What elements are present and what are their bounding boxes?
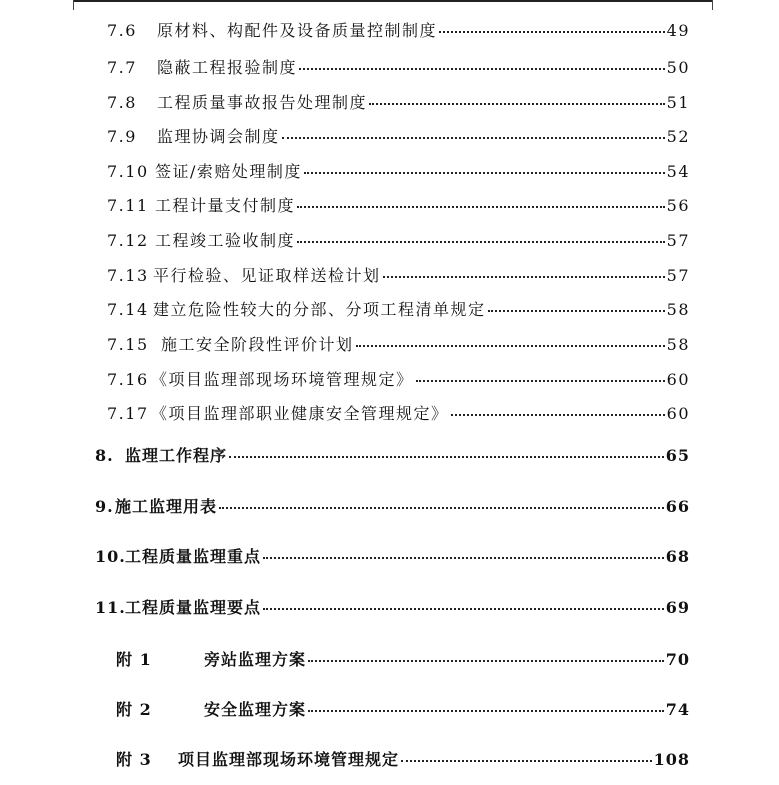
toc-leader-dots — [356, 345, 665, 347]
toc-entry-7-15[interactable] — [107, 332, 690, 355]
toc-entry-page: 50 — [666, 58, 690, 77]
toc-appendix-page: 108 — [653, 750, 690, 769]
toc-entry-7-6[interactable] — [107, 18, 690, 41]
toc-entry-title: 《项目监理部现场环境管理规定》 — [151, 370, 414, 389]
toc-appendix-number: 附 3 — [116, 750, 152, 769]
toc-chapter-page: 68 — [665, 547, 690, 566]
toc-entry-7-9[interactable] — [107, 124, 690, 147]
toc-leader-dots — [219, 507, 664, 509]
toc-entry-page: 58 — [666, 300, 690, 319]
toc-entry-number: 7.9 — [107, 127, 137, 146]
toc-chapter-11[interactable] — [95, 595, 690, 618]
toc-entry-number: 7.7 — [107, 58, 137, 77]
toc-appendix-title: 安全监理方案 — [204, 700, 307, 719]
toc-leader-dots — [369, 103, 665, 105]
toc-entry-title: 监理协调会制度 — [157, 127, 280, 146]
toc-chapter-title: 工程质量监理重点 — [125, 547, 262, 566]
toc-leader-dots — [297, 206, 665, 208]
toc-appendix-page: 74 — [665, 700, 690, 719]
toc-entry-7-11[interactable] — [107, 193, 690, 216]
toc-appendix-3[interactable] — [116, 747, 690, 770]
toc-leader-dots — [304, 172, 665, 174]
toc-entry-number: 7.15 — [107, 335, 149, 354]
toc-chapter-8[interactable] — [95, 443, 690, 466]
toc-entry-page: 60 — [666, 404, 690, 423]
toc-appendix-title: 项目监理部现场环境管理规定 — [178, 750, 400, 769]
toc-entry-title: 工程竣工验收制度 — [155, 231, 296, 250]
toc-entry-title: 施工安全阶段性评价计划 — [161, 335, 354, 354]
toc-chapter-title: 施工监理用表 — [115, 497, 218, 516]
toc-chapter-number: 9. — [95, 497, 114, 516]
toc-leader-dots — [308, 710, 664, 712]
toc-chapter-page: 65 — [665, 446, 690, 465]
toc-entry-number: 7.14 — [107, 300, 149, 319]
toc-entry-number: 7.6 — [107, 21, 137, 40]
toc-leader-dots — [282, 137, 665, 139]
toc-entry-number: 7.10 — [107, 162, 149, 181]
toc-entry-page: 51 — [666, 93, 690, 112]
toc-appendix-title: 旁站监理方案 — [204, 650, 307, 669]
toc-chapter-title: 监理工作程序 — [125, 446, 228, 465]
toc-leader-dots — [451, 414, 665, 416]
toc-leader-dots — [416, 380, 665, 382]
toc-entry-page: 57 — [666, 266, 690, 285]
toc-appendix-page: 70 — [665, 650, 690, 669]
toc-entry-number: 7.8 — [107, 93, 137, 112]
toc-leader-dots — [401, 760, 652, 762]
toc-leader-dots — [439, 31, 665, 33]
toc-chapter-number: 11. — [95, 598, 126, 617]
toc-appendix-2[interactable] — [116, 697, 690, 720]
toc-entry-7-16[interactable] — [107, 367, 690, 390]
toc-entry-page: 56 — [666, 196, 690, 215]
toc-entry-title: 隐蔽工程报验制度 — [157, 58, 298, 77]
toc-appendix-number: 附 2 — [116, 700, 152, 719]
toc-leader-dots — [308, 660, 664, 662]
toc-entry-page: 60 — [666, 370, 690, 389]
toc-entry-7-7[interactable] — [107, 55, 690, 78]
toc-leader-dots — [299, 68, 665, 70]
toc-entry-number: 7.13 — [107, 266, 149, 285]
toc-entry-page: 54 — [666, 162, 690, 181]
toc-entry-title: 建立危险性较大的分部、分项工程清单规定 — [153, 300, 486, 319]
toc-entry-title: 平行检验、见证取样送检计划 — [153, 266, 381, 285]
toc-entry-7-14[interactable] — [107, 297, 690, 320]
toc-entry-title: 《项目监理部职业健康安全管理规定》 — [151, 404, 449, 423]
toc-leader-dots — [383, 276, 665, 278]
toc-leader-dots — [229, 456, 664, 458]
toc-entry-page: 57 — [666, 231, 690, 250]
toc-entry-page: 52 — [666, 127, 690, 146]
toc-leader-dots — [263, 557, 664, 559]
toc-chapter-10[interactable] — [95, 544, 690, 567]
toc-chapter-number: 8. — [95, 446, 114, 465]
toc-entry-page: 58 — [666, 335, 690, 354]
toc-entry-number: 7.11 — [107, 196, 149, 215]
toc-entry-title: 工程计量支付制度 — [155, 196, 296, 215]
toc-chapter-page: 69 — [665, 598, 690, 617]
toc-entry-7-8[interactable] — [107, 90, 690, 113]
toc-chapter-page: 66 — [665, 497, 690, 516]
toc-entry-7-13[interactable] — [107, 263, 690, 286]
toc-chapter-9[interactable] — [95, 494, 690, 517]
toc-entry-title: 工程质量事故报告处理制度 — [157, 93, 368, 112]
toc-chapter-number: 10. — [95, 547, 126, 566]
toc-entry-7-10[interactable] — [107, 159, 690, 182]
toc-chapter-title: 工程质量监理要点 — [125, 598, 262, 617]
toc-entry-title: 原材料、构配件及设备质量控制制度 — [157, 21, 438, 40]
toc-leader-dots — [297, 241, 665, 243]
toc-leader-dots — [488, 310, 665, 312]
toc-leader-dots — [263, 608, 664, 610]
toc-entry-number: 7.17 — [107, 404, 149, 423]
toc-entry-page: 49 — [666, 21, 690, 40]
toc-entry-number: 7.12 — [107, 231, 149, 250]
toc-entry-title: 签证/索赔处理制度 — [155, 162, 302, 181]
toc-entry-number: 7.16 — [107, 370, 149, 389]
toc-entry-7-12[interactable] — [107, 228, 690, 251]
toc-entry-7-17[interactable] — [107, 401, 690, 424]
toc-appendix-number: 附 1 — [116, 650, 152, 669]
toc-appendix-1[interactable] — [116, 647, 690, 670]
